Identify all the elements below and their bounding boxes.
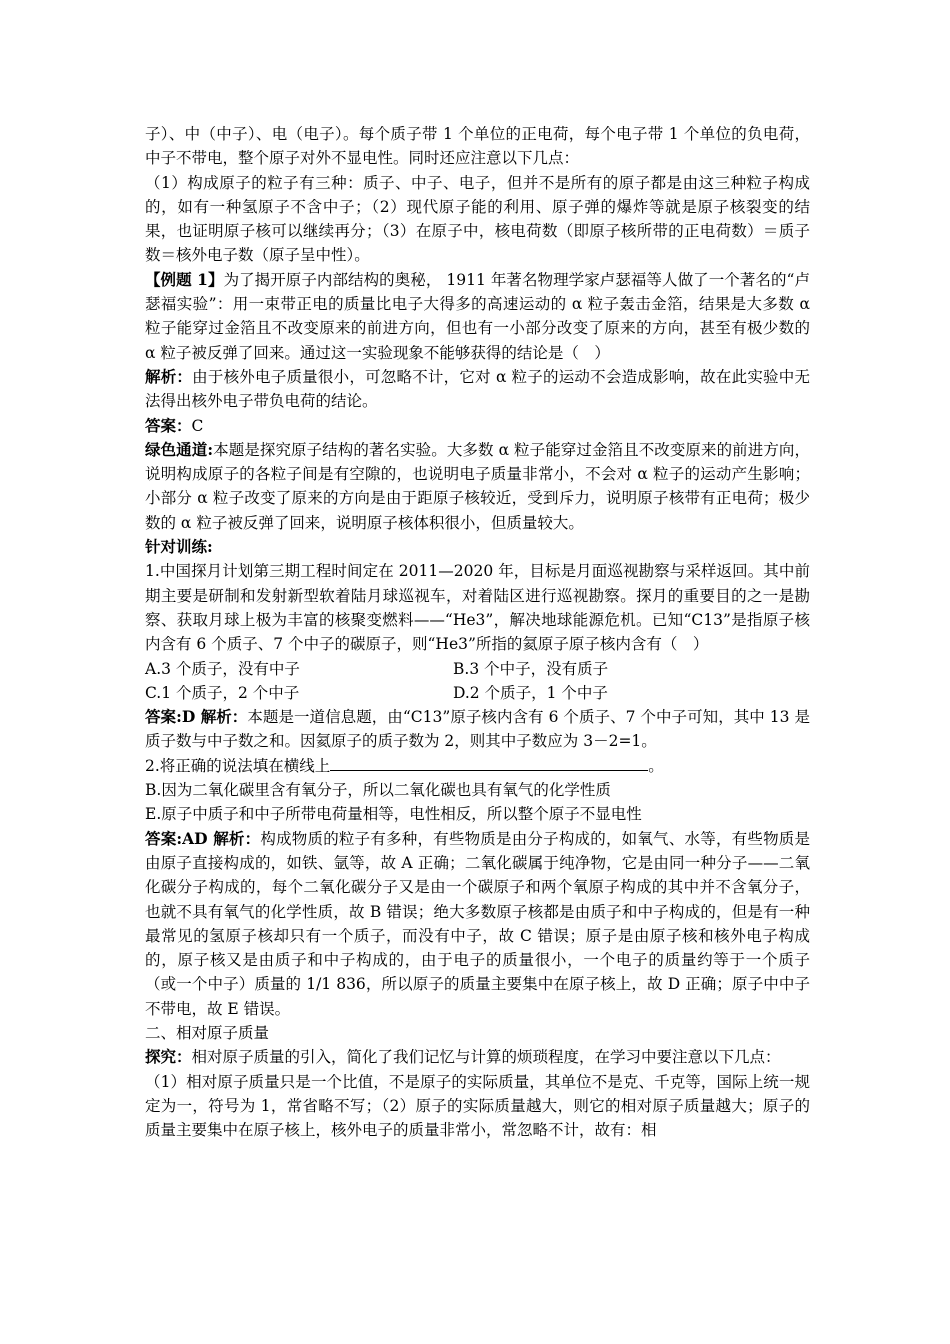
option-a: A.3 个质子，没有中子 [145, 659, 300, 678]
green-channel [145, 438, 810, 535]
answer-1 [145, 705, 810, 754]
answer-2-label: 答案:AD 解析： [145, 828, 261, 848]
section-2-heading: 二、相对原子质量 [145, 1023, 270, 1042]
document-body [145, 122, 810, 1142]
green-text: 本题是探究原子结构的著名实验。大多数 α 粒子能穿过金箔且不改变原来的前进方向，说明构成原子的各粒子间是有空隙的，也说明电子质量非常小，不会对 α 粒子的运动产生影响；小部分 α 粒子改变了原来的方向是由于距原子核较近，受到斥力，说明原子核带有正电荷；极少数的 α 粒子被反弹了回来，说明原子核体积很小，但质量较大。 [145, 440, 810, 532]
answer-blank [330, 754, 648, 771]
question-1: 1.中国探月计划第三期工程时间定在 2011—2020 年，目标是月面巡视勘察与采样返回。其中前期主要是研制和发射新型软着陆月球巡视车，对着陆区进行巡视勘察。探月的重要目的之一是勘察、获取月球上极为丰富的核聚变燃料——“He3”，解决地球能源危机。已知“C13”是指原子核内含有 6 个质子、7 个中子的碳原子，则“He3”所指的氦原子原子核内含有（ ） [145, 562, 810, 654]
example-1 [145, 268, 810, 365]
explore-label: 探究： [145, 1047, 192, 1067]
example-answer [145, 414, 810, 438]
analysis-text: 由于核外电子质量很小，可忽略不计，它对 α 粒子的运动不会造成影响，故在此实验中无法得出核外电子带负电荷的结论。 [145, 367, 810, 411]
intro-paragraph: 子）、中（中子）、电（电子）。每个质子带 1 个单位的正电荷，每个电子带 1 个单位的负电荷，中子不带电，整个原子对外不显电性。同时还应注意以下几点： [145, 125, 810, 168]
question-2-option-b: B.因为二氧化碳里含有氧分子，所以二氧化碳也具有氧气的化学性质 [145, 781, 611, 800]
example-text: 为了揭开原子内部结构的奥秘， 1911 年著名物理学家卢瑟福等人做了一个著名的“卢瑟福实验”：用一束带正电的质量比电子大得多的高速运动的 α 粒子轰击金箔，结果是大多数 α 粒子能穿过金箔且不改变原来的前进方向，但也有一小部分改变了原来的方向，甚至有极少数的 α 粒子被反弹了回来。通过这一实验现象不能够获得的结论是（ ） [145, 270, 810, 362]
training-heading: 针对训练: [145, 537, 213, 557]
options-row-1 [145, 657, 810, 681]
green-label: 绿色通道: [145, 439, 214, 459]
question-2 [145, 754, 810, 778]
answer-text: C [191, 416, 204, 435]
explore-text: 相对原子质量的引入，简化了我们记忆与计算的烦琐程度，在学习中要注意以下几点： [191, 1048, 781, 1067]
answer-1-text: 本题是一道信息题，由“C13”原子核内含有 6 个质子、7 个中子可知，其中 13 是质子数与中子数之和。因氦原子的质子数为 2，则其中子数应为 3－2=1。 [145, 708, 811, 751]
analysis-label: 解析： [145, 366, 193, 386]
intro-points: （1）构成原子的粒子有三种：质子、中子、电子，但并不是所有的原子都是由这三种粒子构成的，如有一种氢原子不含中子；（2）现代原子能的利用、原子弹的爆炸等就是原子核裂变的结果，也证明原子核可以继续再分；（3）在原子中，核电荷数（即原子核所带的正电荷数）＝质子数＝核外电子数（原子呈中性）。 [145, 173, 810, 265]
option-c: C.1 个质子，2 个中子 [145, 683, 300, 702]
question-2-end: 。 [648, 756, 664, 775]
section-2-points: （1）相对原子质量只是一个比值，不是原子的实际质量，其单位不是克、千克等，国际上统一规定为一，符号为 1，常省略不写；（2）原子的实际质量越大，则它的相对原子质量越大；原子的质量主要集中在原子核上，核外电子的质量非常小，常忽略不计，故有：相 [145, 1072, 810, 1140]
explore-paragraph [145, 1045, 810, 1069]
question-2-text: 2.将正确的说法填在横线上 [145, 756, 331, 775]
answer-label: 答案： [145, 415, 192, 435]
option-b: B.3 个中子，没有质子 [453, 659, 609, 678]
example-label: 【例题 1】 [145, 269, 224, 289]
options-row-2 [145, 681, 810, 705]
option-d: D.2 个质子，1 个中子 [453, 683, 608, 702]
answer-1-label: 答案:D 解析： [145, 707, 248, 727]
example-analysis [145, 365, 810, 414]
answer-2 [145, 827, 810, 1021]
question-2-option-e: E.原子中质子和中子所带电荷量相等，电性相反，所以整个原子不显电性 [145, 805, 642, 824]
answer-2-text: 构成物质的粒子有多种，有些物质是由分子构成的，如氧气、水等，有些物质是由原子直接构成的，如铁、氩等，故 A 正确；二氧化碳属于纯净物，它是由同一种分子——二氧化碳分子构成的，每个二氧化碳分子又是由一个碳原子和两个氧原子构成的其中并不含氧分子，也就不具有氧气的化学性质，故 B 错误；绝大多数原子核都是由质子和中子构成的，但是有一种最常见的氢原子核却只有一个质子，而没有中子，故 C 错误；原子是由原子核和核外电子构成的，原子核又是由质子和中子构成的，由于电子的质量很小，一个电子的质量约等于一个质子（或一个中子）质量的 1/1 836，所以原子的质量主要集中在原子核上，故 D 正确；原子中中子不带电，故 E 错误。 [145, 829, 810, 1018]
